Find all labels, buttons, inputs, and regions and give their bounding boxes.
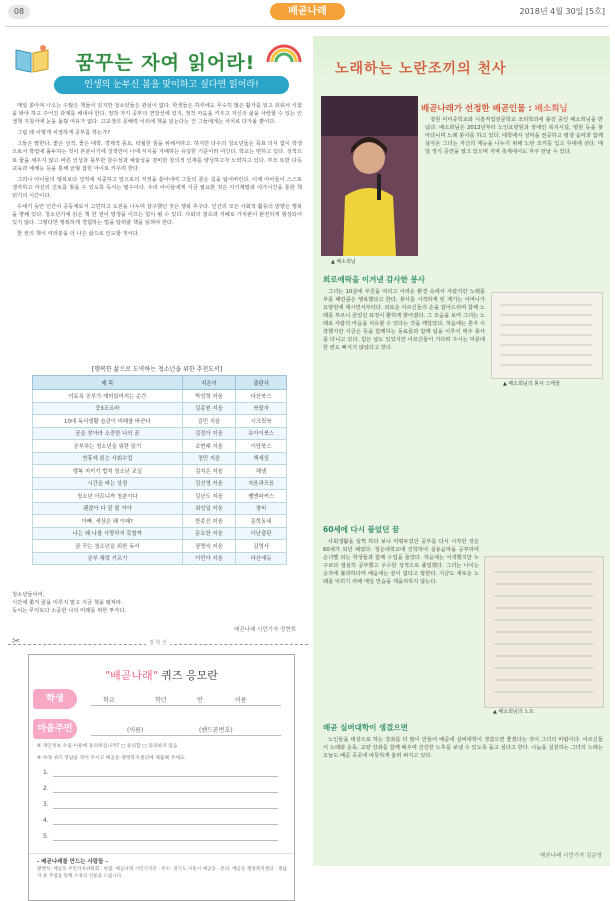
issue-date: 2018년 4월 30일 [5호] [519, 7, 605, 16]
table-cell: 문학동네 [236, 515, 287, 528]
table-cell: 행복 지키기 법칙 청소년 교실 [33, 465, 183, 478]
answer-number: 1. [43, 769, 49, 776]
table-cell: 더난출판 [236, 527, 287, 540]
class-label: 반 [197, 697, 203, 704]
header-divider [6, 26, 609, 27]
answer-line[interactable] [53, 808, 278, 809]
quiz-title [29, 667, 294, 683]
table-cell: 자음과모음 [236, 477, 287, 490]
table-cell: 꿈 꾸는 청소년을 위한 독서 [33, 540, 183, 553]
table-cell: 조현래 지음 [182, 440, 236, 453]
page-number: 08 [8, 5, 30, 19]
table-row [33, 477, 287, 490]
resident-badge: 마을주민 [33, 719, 77, 739]
table-cell: 나는 왜 나를 사랑하지 못할까 [33, 527, 183, 540]
table-cell: 김난도 지음 [182, 490, 236, 503]
quiz-title-text: 퀴즈 응모란 [157, 669, 218, 682]
table-cell: 이민아 지음 [182, 552, 236, 565]
section-text [323, 288, 485, 352]
table-cell: 김지은 지음 [182, 465, 236, 478]
table-cell: 시크릿북 [236, 415, 287, 428]
notebook-image [485, 557, 603, 707]
table-cell: 공부 체력 기르기 [33, 552, 183, 565]
table-row [33, 452, 287, 465]
table-cell: 연휴에 읽는 사회수업 [33, 452, 183, 465]
credits-title: - 배곧나래를 만드는 사람들 - [37, 859, 108, 865]
section-heading: 배곧 실버대학이 생겼으면 [323, 723, 408, 732]
table-cell: 다산에듀 [236, 552, 287, 565]
paragraph: 그들은 말한다. 좋은 성적, 좋은 대학, 경제적 풍요, 탁월한 꿈을 위해서라고. 하지만 다수의 청소년들은 목표 의식 없이 학생으로서 학업에 몰두하는 것이 본분이기에 성적만이 나에 서식을 지배하는 유일한 기준이라 여긴다. 학교는 변하고 있다. 성적으로 줄을 세우지 않고 바른 인성과 풍부한 감수성과 예술성을 겸비한 창의적 인재를 양성하고자 노력하고 있다. 부모 또한 다독 교육과 예체능 등을 통해 균형 잡힌 아이로 키우려 한다. [12, 141, 302, 172]
table-cell: 북팔자 [236, 402, 287, 415]
intro-paragraph: 정원 미미중학교와 시흥직업전문학교 조리학과에 출강 중인 배소희님을 만났다. 배소희님은 2012년부터 노인요양원과 장애인 복지시설, 병원 등을 찾아다니며 노래 봉사를 하고 있다. 대학에서 성악을 전공하고 평생 음악과 함께 살아온 그녀는 자신의 재능을 나누기 위해 노란 조끼를 입고 무대에 선다. 매달 정기 공연을 열고 있으며 지역 축제에서도 자주 만날 수 있다. [425, 117, 603, 155]
table-row [33, 540, 287, 553]
table-row [33, 515, 287, 528]
schedule-image [492, 293, 602, 378]
paragraph: 그러나 아이들의 행복보다 성적에 치중하고 앞으로의 걱정을 쏟아내며 그들의 꿈은 길을 잃어버린다. 이제 아이들이 스스로 생각하고 자신의 진로를 찾을 수 있도록 독서는 필수이다. 우리 아이들에게 지금 필요한 것은 자기계발과 여가시간을 통한 책 읽기의 시간이다. [12, 176, 302, 199]
section-text [323, 538, 479, 586]
photo-caption: ▲ 배소희님 [331, 259, 356, 265]
subtitle-prefix: 배곧나래가 선정한 배곧인물 : [421, 104, 535, 114]
answer-number: 4. [43, 817, 49, 824]
paragraph: 매일 쏟아져 나오는 수많은 책들이 있지만 청소년들은 관심이 없다. 학생들은 하루에도 무수히 많은 활자를 읽고 외워서 시험을 봐야 하고 주어진 과제를 해내야 한다. 정작 자기 공부의 연장선에 있지, 정작 마음을 키우고 자신의 삶을 사랑할 수 있는 인생책 지침서에 눈을 돌릴 여유가 없다. 고교생의 문해력 이외에 책을 읽는다는 건 그들에게는 사치로 다가올 뿐이다. [12, 103, 302, 126]
column-header: 제 목 [33, 376, 183, 390]
section-paragraph: 사회생활을 일찍 하다 보니 미뤄두었던 공부를 다시 시작한 것은 60세가 되던 해였다. 청운대학교에 진학하여 실용음악을 공부하며 손녀뻘 되는 학생들과 함께 수업을 들었다. 처음에는 어색했지만 누구보다 열심히 공부했고 우수한 성적으로 졸업했다. 그녀는 나이는 숫자에 불과하다며 배움에는 끝이 없다고 말한다. 지금도 새로운 노래를 익히기 위해 매일 연습을 게을리하지 않는다. [323, 539, 479, 585]
notebook-photo [484, 556, 604, 708]
scissors-icon: ✂ [12, 636, 21, 647]
answer-number: 5. [43, 833, 49, 840]
answer-instructions: ※ 아래 퀴즈 정답을 적어 주시고 배곧동 행정복지센터에 제출해 주세요. [37, 756, 187, 761]
table-row [33, 415, 287, 428]
table-row [33, 402, 287, 415]
school-label: 학교 [103, 697, 115, 704]
table-cell: 박성혁 지음 [182, 390, 236, 403]
table-cell: 공부하는 청소년을 위한 읽기 [33, 440, 183, 453]
table-cell: 쌤앤파커스 [236, 490, 287, 503]
section-heading: 60세에 다시 품었던 꿈 [323, 525, 400, 534]
table-title: [행복한 삶으로 도약하는 청소년을 위한 추천도서] [91, 366, 223, 373]
singer-image [321, 96, 418, 256]
table-cell: 최성일 지음 [182, 502, 236, 515]
answer-number: 2. [43, 785, 49, 792]
profile-subtitle [421, 102, 568, 114]
table-cell: 10대 독서생활 습관이 미래를 바꾼다 [33, 415, 183, 428]
table-cell: 괜찮아 다 잘 될 거야 [33, 502, 183, 515]
table-cell: 한종선 지음 [182, 515, 236, 528]
newspaper-brand: 배곧나래 [270, 3, 345, 20]
table-cell: 청소년 아프니까 청춘이다 [33, 490, 183, 503]
article-body [12, 102, 302, 241]
table-cell: 책세상 [236, 452, 287, 465]
article-subtitle: 인생의 눈부신 봄을 맞이하고 싶다면 읽어라! [54, 76, 289, 94]
name-label: 이름 [235, 697, 247, 704]
answer-number: 3. [43, 801, 49, 808]
quiz-footer-divider [29, 853, 294, 854]
byline: 배곧나래 시민기자 정현희 [234, 627, 296, 633]
grade-label: 학년 [155, 697, 167, 704]
subtitle-name: 배소희님 [534, 104, 568, 114]
table-cell: 해냄 [236, 465, 287, 478]
photo-caption: ▲ 배소희님의 노트 [493, 709, 534, 715]
answer-line[interactable] [53, 776, 278, 777]
consent-text[interactable]: ※ 개인정보 수집·이용에 동의하십니까? □ 동의함 □ 동의하지 않음 [37, 744, 178, 749]
profile-header [313, 36, 610, 94]
closing-line: 청소년들이여, [12, 592, 45, 598]
quiz-entry-form [28, 654, 295, 901]
column-header: 지은이 [182, 376, 236, 390]
table-row [33, 502, 287, 515]
table-cell: 다산북스 [236, 390, 287, 403]
table-cell: 꿈을 찾아라 소중한 나의 꿈 [33, 427, 183, 440]
quiz-title-brand: "배곧나래" [105, 669, 158, 682]
paragraph: 한 권의 책이 여러분을 더 나은 삶으로 인도할 것이다. [17, 231, 140, 238]
phone-label: (핸드폰번호) [199, 727, 233, 734]
closing-line: 시간에 쫓겨 꿈을 미루지 말고 지금 책을 펼쳐라. [12, 600, 123, 606]
table-cell: 장명숙 지음 [182, 540, 236, 553]
table-cell: 이토록 공부가 재미있어지는 순간 [33, 390, 183, 403]
resident-name-label: (이름) [127, 727, 144, 734]
table-cell: 김영사 [236, 540, 287, 553]
table-cell: 김선영 지음 [182, 477, 236, 490]
schedule-photo [491, 292, 603, 379]
table-cell: 정민 지음 [182, 452, 236, 465]
table-row [33, 440, 287, 453]
recommended-books-table [32, 375, 287, 565]
article-title: 꿈꾸는 자여 읽어라! [75, 52, 256, 74]
profile-article [313, 36, 610, 866]
reading-article [8, 36, 306, 879]
answer-line[interactable] [53, 824, 278, 825]
table-cell: 김민 지음 [182, 415, 236, 428]
section-paragraph: 그녀는 10살에 부친을 여의고 어려운 환경 속에서 자랐지만 노래를 부를 때만큼은 행복했다고 한다. 봉사를 시작하게 된 계기는 어머니가 요양원에 계시면서부터다. 외로운 어르신들의 손을 잡아드리며 함께 노래를 부르니 굳었던 표정이 환하게 밝아졌다. 그 모습을 보며 그녀는 노래로 사람의 마음을 치유할 수 있다는 것을 깨달았다. 처음에는 혼자 시작했지만 지금은 뜻을 함께하는 동료들과 함께 팀을 이루어 매주 봉사를 다니고 있다. 힘든 날도 있었지만 어르신들이 기다려 주시는 덕분에 한 번도 빠지지 않았다고 한다. [323, 289, 485, 351]
table-cell: 김정아 지음 [182, 427, 236, 440]
table-cell: 유아이북스 [236, 427, 287, 440]
byline: 배곧나래 시민기자 김순영 [540, 853, 602, 859]
section-heading: 희로애락을 이겨낸 감사한 봉사 [323, 275, 426, 284]
paragraph: 그럼 왜 이렇게 치열하게 공부를 하는가? [17, 130, 111, 137]
table-row [33, 490, 287, 503]
section-text-continued [323, 381, 603, 521]
photo-caption: ▲ 배소희님의 봉사 스케줄 [503, 381, 560, 387]
table-row [33, 465, 287, 478]
table-cell: 이담북스 [236, 440, 287, 453]
table-cell: 창비 [236, 502, 287, 515]
student-badge: 학생 [33, 689, 77, 709]
table-cell: 문요한 지음 [182, 527, 236, 540]
cut-label: 절 취 선 [146, 639, 170, 646]
table-row [33, 527, 287, 540]
student-field-line[interactable] [91, 705, 281, 706]
section-text [323, 736, 603, 760]
table-cell: 중3조르바 [33, 402, 183, 415]
credits-text: 발행처: 배곧동 주민자치위원회 · 편집: 배곧나래 시민기자단 · 주소: 경기도 시흥시 배곧동 · 문의: 배곧동 행정복지센터 · 정답자 중 추첨을 통해 소정의 선물을 드립니다. [37, 867, 287, 879]
page-header [0, 0, 615, 26]
column-header: 출판사 [236, 376, 287, 390]
paragraph: 수세기 동안 인간이 공동체로서 고민하고 도전을 나누며 갈구했던 것은 행복 추구다. 인간의 모든 사회적 활동의 방향은 행복을 향해 있다. 청소년기에 읽은 책 한 권이 평생을 이끄는 힘이 될 수 있다. 사회의 결속과 지혜로 가치관이 완전하게 형성되어 있지 않다. 그렇다면 행복하게 경험하는 법을 알려줄 책을 읽혀야 한다. [12, 204, 302, 227]
table-cell: 김종원 지음 [182, 402, 236, 415]
table-header-row [33, 376, 287, 390]
table-cell: 아빠, 세상은 왜 이래? [33, 515, 183, 528]
profile-title: 노래하는 노란조끼의 천사 [335, 61, 507, 77]
table-row [33, 427, 287, 440]
closing-text [12, 591, 302, 615]
section-paragraph: 노인들을 대상으로 하는 강좌를 더 많이 만들어 배곧에 실버대학이 생겼으면 좋겠다는 것이 그녀의 바람이다. 어르신들이 노래와 운동, 교양 강좌를 함께 배우며 건강한 노후를 보낼 수 있도록 돕고 싶다고 한다. 나눔을 실천하는 그녀의 노래는 오늘도 배곧 곳곳에 따뜻하게 울려 퍼지고 있다. [323, 737, 603, 759]
closing-line: 독서는 무엇보다 소중한 나의 미래를 위한 투자다. [12, 608, 127, 614]
table-row [33, 390, 287, 403]
singer-photo [321, 96, 418, 256]
answer-line[interactable] [53, 792, 278, 793]
profile-intro [425, 116, 603, 156]
resident-field-line[interactable] [91, 735, 281, 736]
table-row [33, 552, 287, 565]
answer-line[interactable] [53, 840, 278, 841]
table-cell: 시간을 파는 상점 [33, 477, 183, 490]
